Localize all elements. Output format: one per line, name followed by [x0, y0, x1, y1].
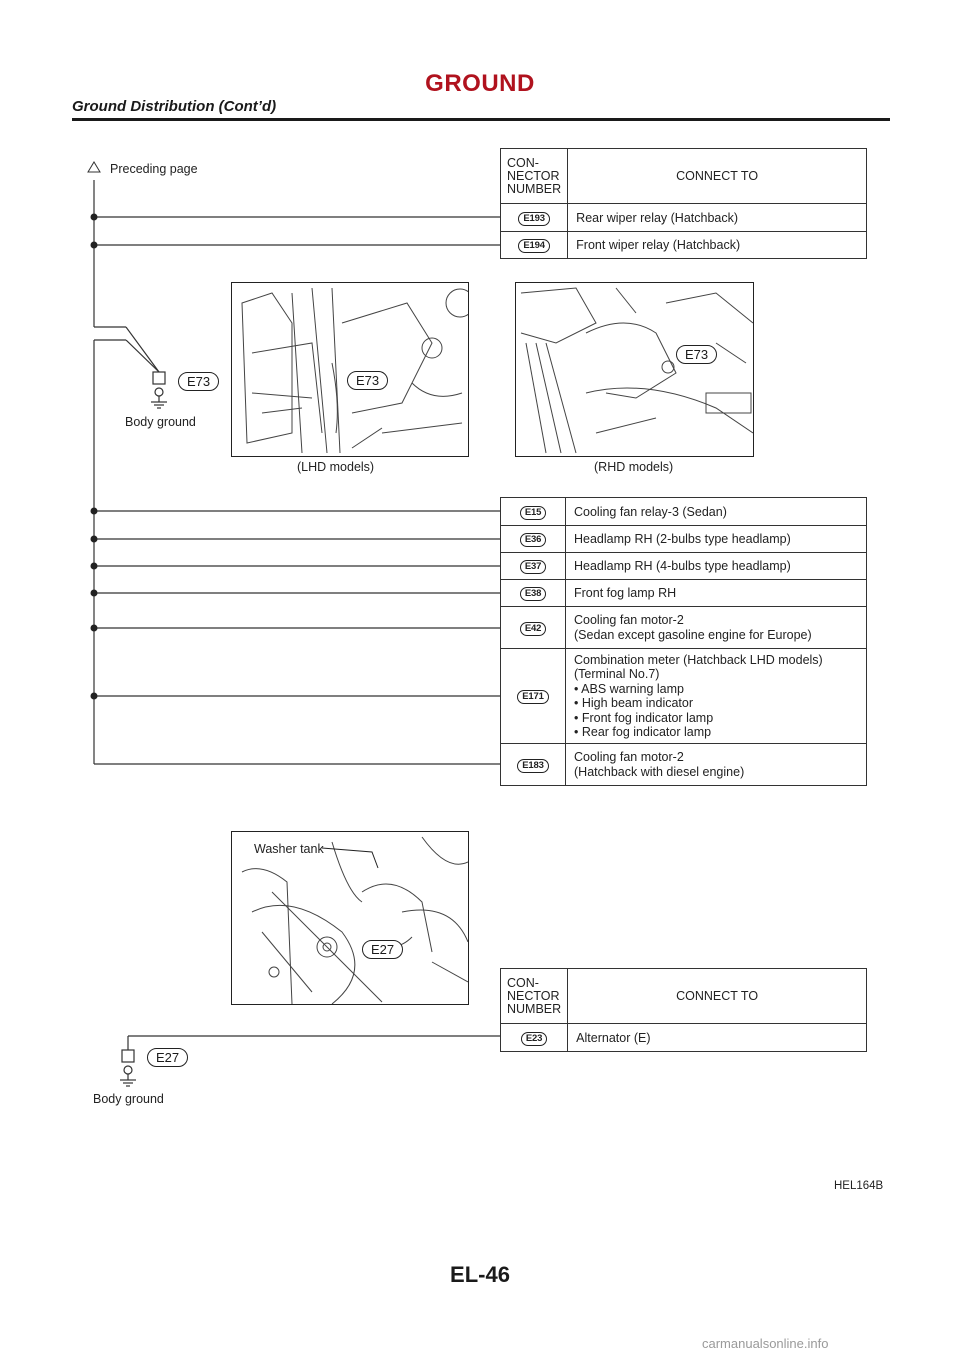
connector-table-lower: [500, 968, 867, 1052]
ground-caption: Body ground: [125, 415, 196, 429]
table-row: [501, 649, 867, 744]
connector-badge: E193: [518, 212, 549, 226]
page-number: EL-46: [450, 1262, 510, 1287]
table-row: [501, 553, 867, 580]
connect-to-cell: Front fog lamp RH: [566, 580, 867, 607]
header-connector-number: CON- NECTOR NUMBER: [501, 149, 568, 204]
connect-to-cell: Cooling fan motor-2 (Hatchback with diesel engine): [566, 744, 867, 786]
figure-code: HEL164B: [834, 1180, 884, 1192]
table-row: [501, 744, 867, 786]
connect-to-cell: Cooling fan motor-2 (Sedan except gasoline engine for Europe): [566, 607, 867, 649]
connector-table-bottom: [500, 497, 867, 786]
table-row: [501, 232, 867, 259]
connect-to-cell: Combination meter (Hatchback LHD models) (Terminal No.7) • ABS warning lamp • High beam indicator • Front fog indicator lamp • Rear fog indicator lamp: [566, 649, 867, 744]
header-connector-number: CON- NECTOR NUMBER: [501, 969, 568, 1024]
table-row: [501, 1024, 867, 1052]
connector-badge: E38: [520, 587, 546, 601]
connect-to-cell: Alternator (E): [568, 1024, 867, 1052]
section-subtitle: Ground Distribution (Cont’d): [72, 98, 277, 115]
header-connect-to: CONNECT TO: [568, 149, 867, 204]
engine-bay-illustration: [232, 283, 468, 456]
connect-to-cell: Cooling fan relay-3 (Sedan): [566, 498, 867, 526]
table-row: [501, 498, 867, 526]
table-row: [501, 607, 867, 649]
connector-badge: E36: [520, 533, 546, 547]
connector-badge: E42: [520, 622, 546, 636]
ground-connector-label: E73: [178, 372, 219, 391]
engine-bay-illustration: [516, 283, 753, 456]
connector-badge: E194: [518, 239, 549, 253]
washer-tank-illustration: [232, 832, 468, 1004]
connector-table-top: [500, 148, 867, 259]
connector-badge: E15: [520, 506, 546, 520]
photo-rhd-connector-label: E73: [676, 345, 717, 364]
connect-to-cell: Front wiper relay (Hatchback): [568, 232, 867, 259]
ground-connector-label: E27: [147, 1048, 188, 1067]
table-row: [501, 526, 867, 553]
table-row: [501, 580, 867, 607]
photo-lhd-caption: (LHD models): [297, 460, 375, 474]
washer-tank-label: Washer tank: [254, 842, 324, 856]
header-connect-to: CONNECT TO: [568, 969, 867, 1024]
photo-rhd: [515, 282, 754, 457]
photo-washer-tank: [231, 831, 469, 1005]
photo-e27-connector-label: E27: [362, 940, 403, 959]
connector-badge: E171: [517, 690, 548, 704]
connect-to-cell: Headlamp RH (4-bulbs type headlamp): [566, 553, 867, 580]
ground-caption: Body ground: [93, 1092, 164, 1106]
photo-lhd: [231, 282, 469, 457]
table-row: [501, 204, 867, 232]
photo-lhd-connector-label: E73: [347, 371, 388, 390]
connect-to-cell: Headlamp RH (2-bulbs type headlamp): [566, 526, 867, 553]
watermark: carmanualsonline.info: [702, 1336, 829, 1351]
connector-badge: E37: [520, 560, 546, 574]
photo-rhd-caption: (RHD models): [594, 460, 674, 474]
connector-badge: E183: [517, 759, 548, 773]
connector-badge: E23: [521, 1032, 547, 1046]
connect-to-cell: Rear wiper relay (Hatchback): [568, 204, 867, 232]
section-title: GROUND: [425, 70, 535, 97]
preceding-page-label: Preceding page: [110, 162, 198, 176]
